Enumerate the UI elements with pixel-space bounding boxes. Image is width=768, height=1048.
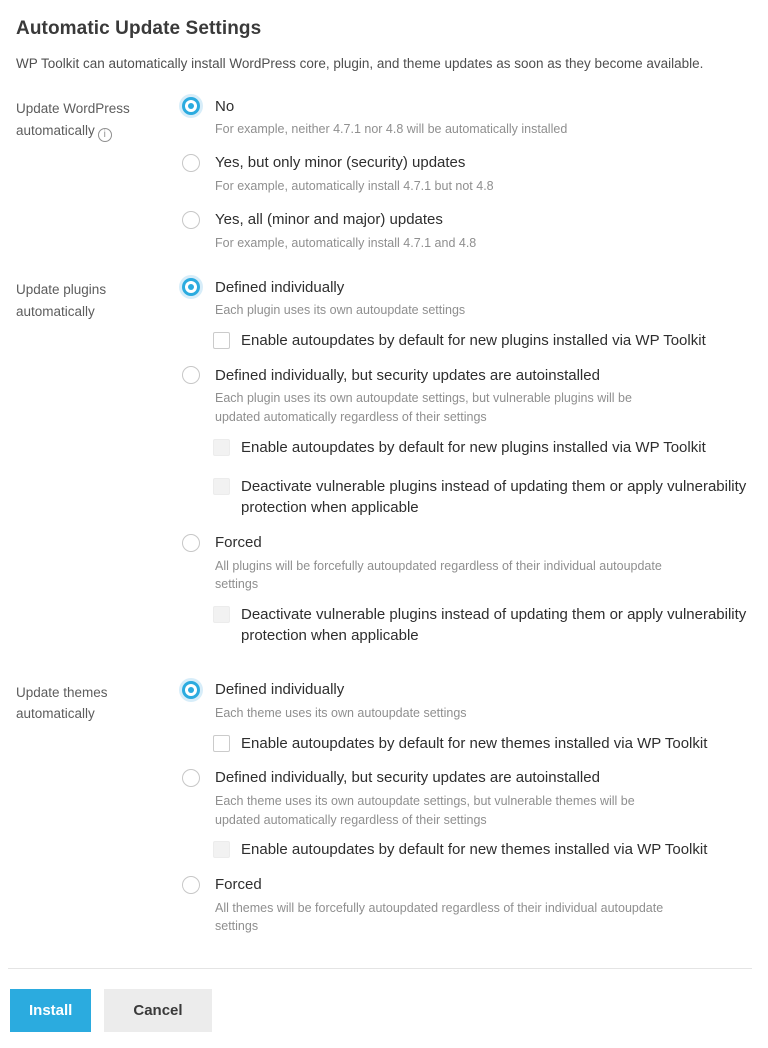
checkbox [213, 606, 230, 623]
radio-label[interactable]: Yes, all (minor and major) updates [215, 211, 443, 228]
checkbox-row [213, 733, 752, 754]
radio-option [182, 769, 752, 861]
checkbox-label[interactable]: Enable autoupdates by default for new themes installed via WP Toolkit [241, 734, 708, 752]
radio-label[interactable]: Forced [215, 876, 262, 894]
radio-option [182, 534, 752, 647]
option-description: All plugins will be forcefully autoupdated regardless of their individual autoupdate settings [215, 558, 662, 592]
checkbox[interactable] [213, 332, 230, 349]
radio-option [182, 876, 752, 937]
radio-button[interactable] [182, 534, 200, 552]
radio-option [182, 97, 752, 139]
checkbox-label: Enable autoupdates by default for new plugins installed via WP Toolkit [241, 438, 706, 456]
checkbox-label: Deactivate vulnerable plugins instead of updating them or apply vulnerability protection when applicable [241, 478, 747, 517]
install-button[interactable]: Install [10, 989, 91, 1032]
radio-option [182, 681, 752, 754]
radio-group [182, 276, 752, 655]
radio-label[interactable]: Defined individually, but security updates are autoinstalled [215, 769, 600, 787]
section-label: Update themes automatically [16, 684, 108, 722]
radio-label[interactable]: Forced [215, 534, 262, 552]
page-title: Automatic Update Settings [16, 18, 262, 39]
settings-section [16, 679, 752, 936]
checkbox [213, 841, 230, 858]
option-description: All themes will be forcefully autoupdated regardless of their individual autoupdate settings [215, 900, 664, 934]
radio-group [182, 679, 752, 936]
checkbox-label: Deactivate vulnerable plugins instead of updating them or apply vulnerability protection when applicable [241, 606, 747, 645]
option-description: Each theme uses its own autoupdate settings [215, 705, 467, 720]
radio-button[interactable] [182, 97, 200, 115]
checkbox[interactable] [213, 735, 230, 752]
checkbox-row [213, 839, 752, 860]
section-label: Update WordPress automatically i [16, 101, 130, 140]
radio-label[interactable]: Defined individually [215, 681, 345, 699]
settings-section [16, 276, 752, 655]
option-description: For example, neither 4.7.1 nor 4.8 will be automatically installed [215, 122, 568, 136]
checkbox-row [213, 604, 752, 647]
checkbox-label: Enable autoupdates by default for new themes installed via WP Toolkit [241, 841, 708, 859]
settings-sections [16, 95, 752, 936]
radio-group [182, 95, 752, 252]
checkbox-row [213, 330, 752, 351]
radio-label[interactable]: No [215, 97, 235, 115]
radio-button[interactable] [182, 681, 200, 699]
info-icon[interactable]: i [98, 128, 112, 142]
settings-section [16, 95, 752, 252]
radio-button[interactable] [182, 366, 200, 384]
page-subtitle: WP Toolkit can automatically install WordPress core, plugin, and theme updates as soon as they become available. [16, 56, 704, 71]
form-footer [8, 968, 752, 1048]
radio-label[interactable]: Defined individually, but security updates are autoinstalled [215, 366, 600, 384]
option-description: Each plugin uses its own autoupdate settings, but vulnerable plugins will be updated automatically regardless of their settings [215, 391, 632, 425]
checkbox-row [213, 476, 752, 519]
section-label: Update plugins automatically [16, 282, 107, 319]
radio-button[interactable] [182, 769, 200, 787]
option-description: For example, automatically install 4.7.1 but not 4.8 [215, 178, 494, 193]
radio-option [182, 366, 752, 518]
radio-option [182, 154, 752, 196]
radio-option [182, 278, 752, 351]
radio-button[interactable] [182, 211, 200, 229]
option-description: Each plugin uses its own autoupdate settings [215, 303, 466, 318]
checkbox-row [213, 437, 752, 458]
option-description: For example, automatically install 4.7.1 and 4.8 [215, 235, 477, 250]
radio-label[interactable]: Yes, but only minor (security) updates [215, 154, 466, 172]
cancel-button[interactable]: Cancel [104, 989, 211, 1032]
checkbox [213, 439, 230, 456]
radio-label[interactable]: Defined individually [215, 278, 345, 296]
radio-button[interactable] [182, 278, 200, 296]
radio-option [182, 211, 752, 253]
option-description: Each theme uses its own autoupdate settings, but vulnerable themes will be updated automatically regardless of their settings [215, 793, 635, 827]
checkbox [213, 478, 230, 495]
radio-button[interactable] [182, 154, 200, 172]
checkbox-label[interactable]: Enable autoupdates by default for new plugins installed via WP Toolkit [241, 332, 706, 349]
radio-button[interactable] [182, 876, 200, 894]
